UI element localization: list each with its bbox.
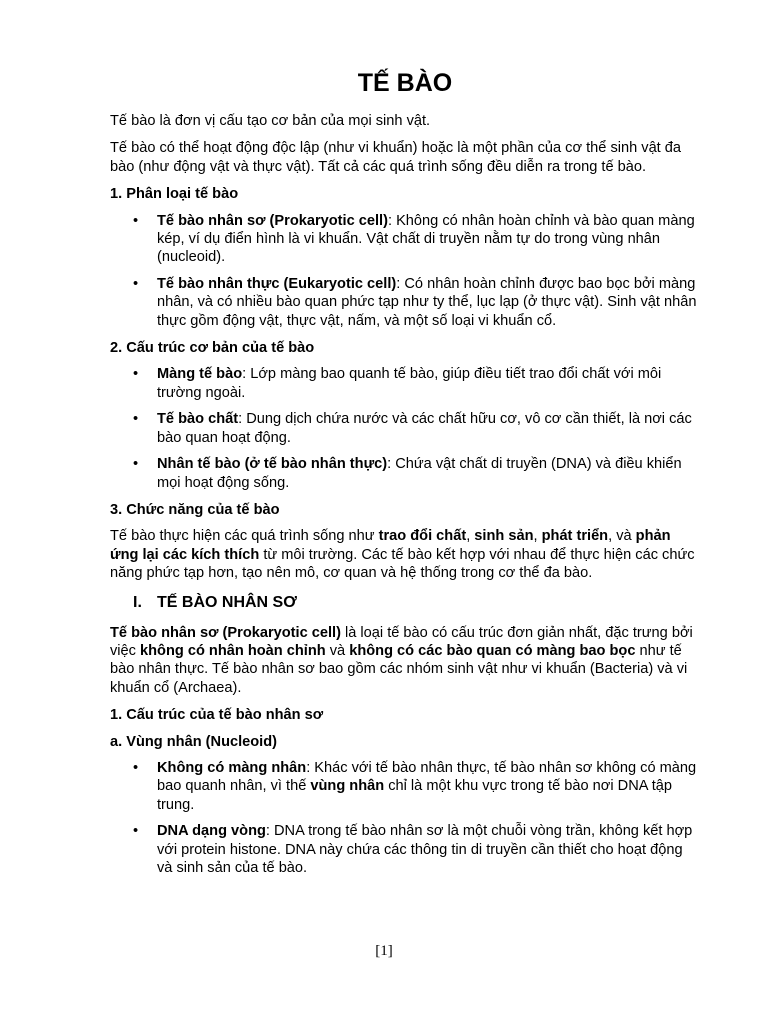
list-item-prokaryotic [110,212,700,267]
section-title: TẾ BÀO NHÂN SƠ [157,593,297,611]
term: DNA dạng vòng [157,823,266,840]
bold-run: Tế bào nhân sơ (Prokaryotic cell) [110,624,341,641]
list-item-nucleus [110,455,700,492]
term: Nhân tế bào (ở tế bào nhân thực) [157,456,388,473]
text-run: : DNA trong tế bào nhân sơ là một chuỗi vòng trần, không kết hợp với protein histone. DNA này chứa các thông tin di truyền cần thiết cho hoạt động và sinh sản của tế bào. [157,823,693,876]
list-item-eukaryotic [110,275,700,330]
bold-run: không có các bào quan có màng bao bọc [349,642,636,659]
intro-paragraph-2: Tế bào có thể hoạt động độc lập (như vi khuẩn) hoặc là một phần của cơ thể sinh vật đa bào (như động vật và thực vật). Tất cả các quá trình sống đều diễn ra trong tế bào. [110,140,682,175]
definition: : Dung dịch chứa nước và các chất hữu cơ, vô cơ cần thiết, là nơi các bào quan hoạt động. [157,411,692,446]
text-run: : Khác với tế bào nhân thực, tế bào nhân sơ không có màng bao quanh nhân, vì thế [157,759,697,795]
bold-run: trao đổi chất [378,528,467,545]
term: Tế bào nhân thực (Eukaryotic cell) [157,275,397,292]
heading-prokaryote-structure: 1. Cấu trúc của tế bào nhân sơ [110,707,324,724]
text-run: Tế bào thực hiện các quá trình sống như [110,528,379,545]
bold-run: phát triển [541,528,609,545]
bold-run: vùng nhân [310,778,385,795]
prokaryote-paragraph [110,624,700,698]
text-run: là loại tế bào có cấu trúc đơn giản nhất, đặc trưng bởi việc [110,624,693,659]
definition: : Chứa vật chất di truyền (DNA) và điều khiển mọi hoạt động sống. [157,456,682,491]
intro-paragraph-1: Tế bào là đơn vị cấu tạo cơ bản của mọi sinh vật. [110,113,431,129]
text-run: như tế bào nhân thực. Tế bào nhân sơ bao gồm các nhóm sinh vật như vi khuẩn (Bacteria) và vi khuẩn cổ (Archaea). [110,642,688,696]
heading-classification: 1. Phân loại tế bào [110,186,239,203]
term: Màng tế bào [157,366,243,383]
bold-run: phản ứng lại các kích thích [110,528,671,563]
section-number: I. [133,593,142,611]
document-body [110,66,700,886]
term: Tế bào nhân sơ (Prokaryotic cell) [157,212,388,229]
list-item-cytoplasm [110,410,700,447]
classification-list [110,212,700,330]
section-heading-prokaryote [110,592,700,614]
bold-run: sinh sản [474,528,534,545]
page-number: [1] [375,943,393,959]
text-run: và [325,642,350,659]
text-run: , [533,528,542,545]
definition: : Có nhân hoàn chỉnh được bao bọc bởi màng nhân, và có nhiều bào quan phức tạp như ty thể, lục lạp (ở thực vật). Sinh vật nhân thực gồm động vật, thực vật, nấm, và một số loại vi khuẩn cổ. [157,275,697,329]
definition: : Lớp màng bao quanh tế bào, giúp điều tiết trao đổi chất với môi trường ngoài. [157,366,662,401]
text-run: từ môi trường. Các tế bào kết hợp với nhau để thực hiện các chức năng phức tạp hơn, tạo nên mô, cơ quan và hệ thống trong cơ thể đa bào. [110,546,695,582]
list-item-circular-dna [110,822,700,877]
heading-nucleoid: a. Vùng nhân (Nucleoid) [110,733,278,750]
nucleoid-list [110,759,700,877]
term: Tế bào chất [157,411,239,428]
function-paragraph [110,527,700,582]
bold-run: không có nhân hoàn chỉnh [140,642,326,659]
list-item-no-membrane [110,759,700,814]
term: Không có màng nhân [157,759,307,776]
text-run: , và [608,528,636,545]
structure-list [110,365,700,491]
document-title: TẾ BÀO [357,69,453,97]
heading-function: 3. Chức năng của tế bào [110,501,280,518]
list-item-membrane [110,365,700,402]
text-run: chỉ là một khu vực trong tế bào nơi DNA tập trung. [157,778,672,813]
heading-structure: 2. Cấu trúc cơ bản của tế bào [110,340,315,357]
definition: : Không có nhân hoàn chỉnh và bào quan màng kép, ví dụ điển hình là vi khuẩn. Vật chất di truyền nằm tự do trong vùng nhân (nucleoid). [157,212,695,266]
text-run: , [466,528,475,545]
